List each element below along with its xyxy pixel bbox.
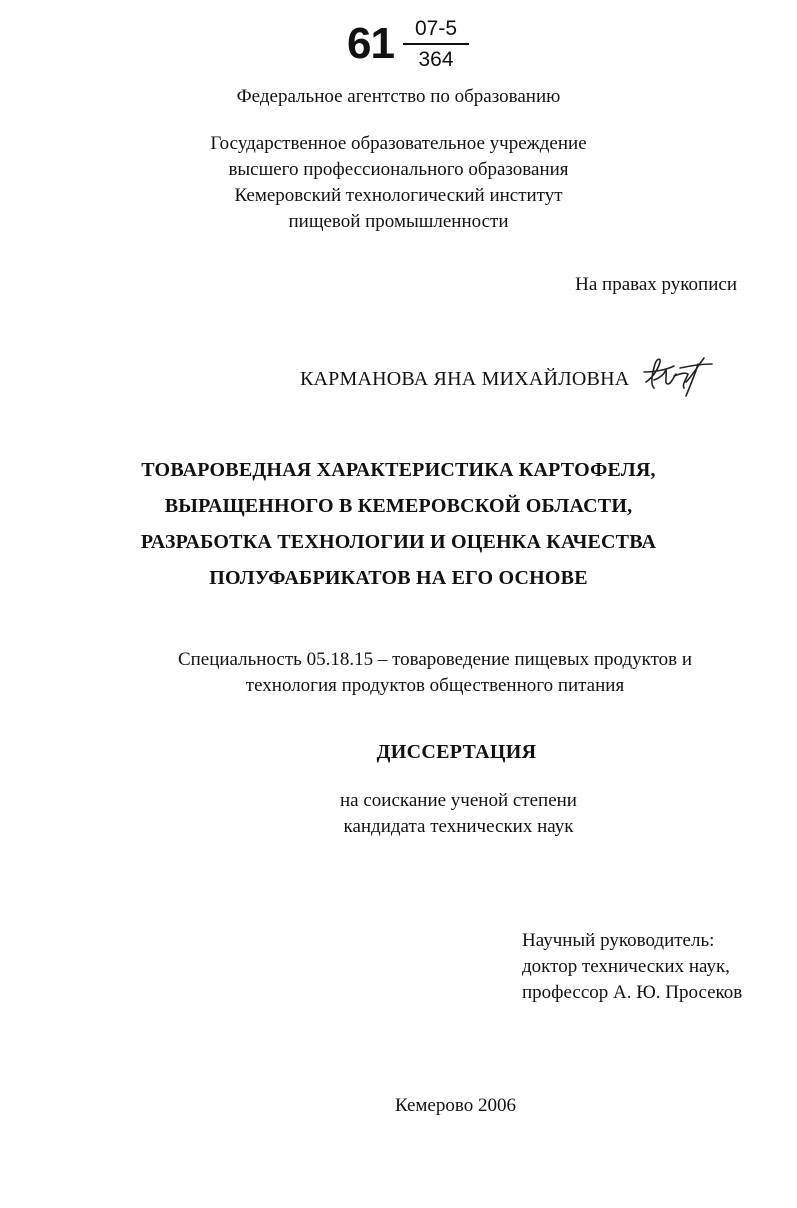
- dissertation-title: [0, 452, 797, 596]
- institution-line: Кемеровский технологический институт: [234, 185, 563, 206]
- degree-line: на соискание ученой степени: [340, 790, 577, 811]
- supervisor-line: Научный руководитель:: [522, 930, 715, 951]
- agency-name: Федеральное агентство по образованию: [236, 86, 561, 107]
- title-line: ТОВАРОВЕДНАЯ ХАРАКТЕРИСТИКА КАРТОФЕЛЯ,: [141, 459, 656, 481]
- specialty-line: Специальность 05.18.15 – товароведение пищевых продуктов и: [177, 649, 693, 670]
- title-line: РАЗРАБОТКА ТЕХНОЛОГИИ И ОЦЕНКА КАЧЕСТВА: [140, 531, 657, 553]
- degree-line: кандидата технических наук: [343, 816, 574, 837]
- city-year: Кемерово 2006: [395, 1095, 516, 1116]
- institution-block: [0, 131, 797, 235]
- institution-line: пищевой промышленности: [288, 211, 509, 232]
- supervisor-block: [522, 928, 742, 1006]
- supervisor-line: доктор технических наук,: [522, 956, 730, 977]
- specialty-line: технология продуктов общественного питания: [245, 675, 625, 696]
- title-line: ВЫРАЩЕННОГО В КЕМЕРОВСКОЙ ОБЛАСТИ,: [164, 495, 633, 517]
- catalog-numerator: 07-5: [414, 17, 458, 40]
- catalog-number: [347, 16, 477, 76]
- signature-image: [640, 352, 716, 398]
- document-type: ДИССЕРТАЦИЯ: [376, 741, 537, 763]
- catalog-fraction-line: [403, 43, 469, 45]
- institution-line: высшего профессионального образования: [228, 159, 569, 180]
- degree-block: [0, 788, 797, 840]
- catalog-main-number: 61: [347, 19, 394, 68]
- author-name: КАРМАНОВА ЯНА МИХАЙЛОВНА: [300, 368, 630, 390]
- specialty-block: [0, 647, 797, 699]
- title-line: ПОЛУФАБРИКАТОВ НА ЕГО ОСНОВЕ: [209, 567, 588, 589]
- manuscript-note: На правах рукописи: [575, 274, 737, 295]
- institution-line: Государственное образовательное учреждение: [210, 133, 587, 154]
- catalog-denominator: 364: [418, 48, 454, 71]
- supervisor-line: профессор А. Ю. Просеков: [522, 982, 743, 1003]
